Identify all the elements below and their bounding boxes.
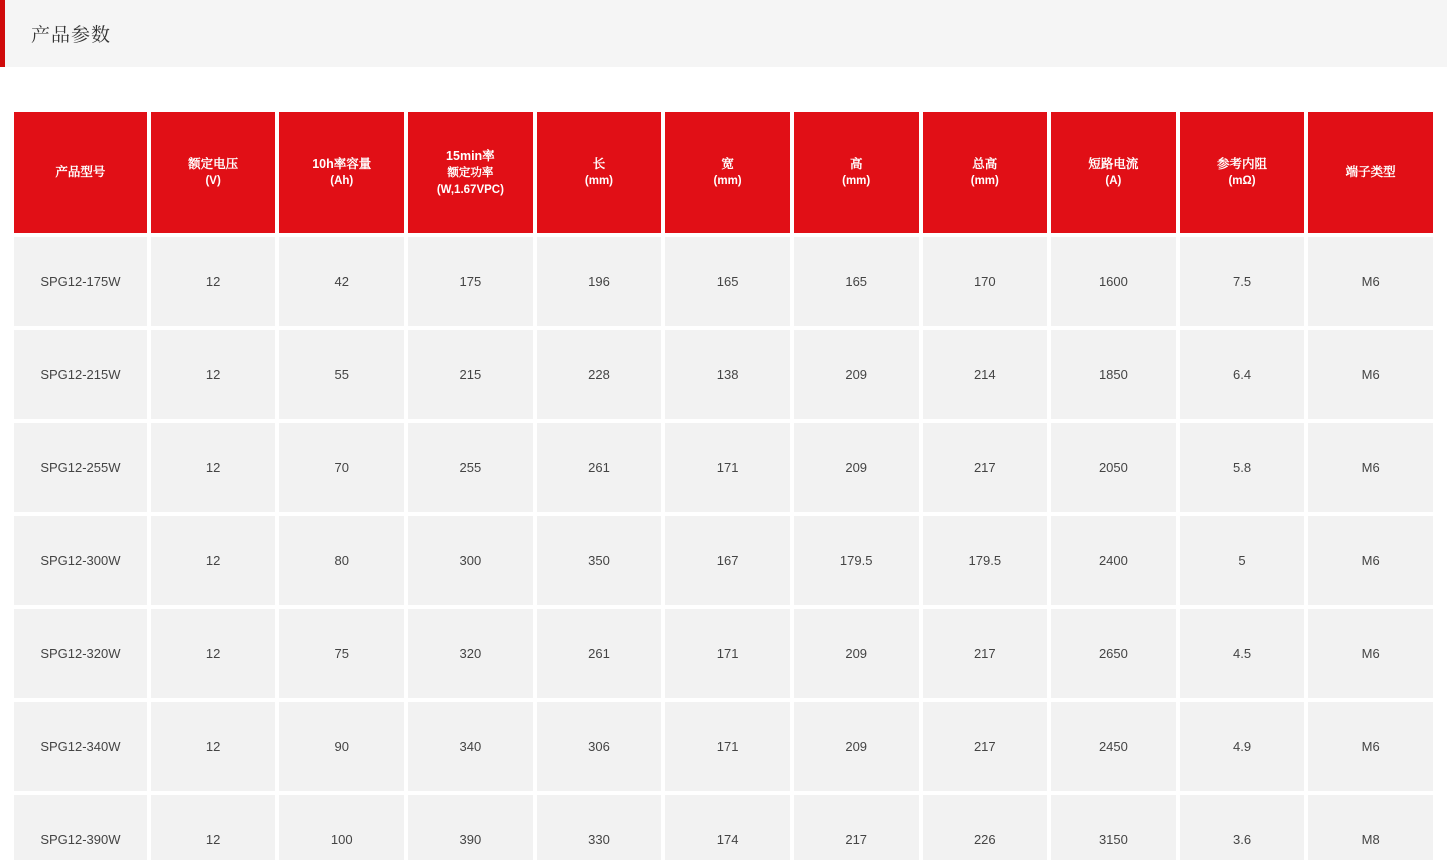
product-model-cell: SPG12-340W [14, 702, 147, 791]
product-model-cell: SPG12-300W [14, 516, 147, 605]
column-header-label: 总高 [972, 157, 998, 172]
column-header-unit: (V) [205, 175, 221, 188]
product-model-cell: SPG12-390W [14, 795, 147, 860]
table-cell: 261 [537, 423, 662, 512]
table-row [14, 609, 1433, 698]
column-header-unit: (mΩ) [1228, 175, 1256, 188]
table-column-header [537, 112, 662, 233]
table-cell: 215 [408, 330, 533, 419]
table-cell: 209 [794, 702, 919, 791]
table-cell: 214 [923, 330, 1048, 419]
table-cell: 3150 [1051, 795, 1176, 860]
product-model-cell: SPG12-215W [14, 330, 147, 419]
table-column-header [1180, 112, 1305, 233]
table-cell: 12 [151, 702, 276, 791]
product-spec-table [10, 108, 1437, 860]
table-cell: 80 [279, 516, 404, 605]
table-cell: 175 [408, 237, 533, 326]
table-cell: M6 [1308, 609, 1433, 698]
table-cell: 179.5 [923, 516, 1048, 605]
table-cell: 12 [151, 795, 276, 860]
table-cell: 171 [665, 609, 790, 698]
column-header-label: 15min率 [446, 148, 495, 163]
table-cell: 1600 [1051, 237, 1176, 326]
table-cell: 306 [537, 702, 662, 791]
table-cell: 165 [794, 237, 919, 326]
column-header-label: 长 [592, 157, 606, 172]
column-header-unit: (Ah) [330, 175, 354, 188]
table-cell: 179.5 [794, 516, 919, 605]
table-cell: 7.5 [1180, 237, 1305, 326]
table-cell: 12 [151, 423, 276, 512]
table-cell: 209 [794, 609, 919, 698]
table-cell: 350 [537, 516, 662, 605]
table-cell: 217 [923, 702, 1048, 791]
table-cell: 340 [408, 702, 533, 791]
table-cell: 171 [665, 702, 790, 791]
table-cell: 6.4 [1180, 330, 1305, 419]
table-cell: 300 [408, 516, 533, 605]
table-cell: 330 [537, 795, 662, 860]
table-row [14, 702, 1433, 791]
table-cell: M6 [1308, 702, 1433, 791]
table-cell: 4.5 [1180, 609, 1305, 698]
table-cell: 167 [665, 516, 790, 605]
table-cell: 55 [279, 330, 404, 419]
table-cell: 2400 [1051, 516, 1176, 605]
column-header-unit: 额定功率 [447, 166, 494, 179]
column-header-label: 参考内阻 [1217, 157, 1268, 172]
table-row [14, 516, 1433, 605]
table-cell: M6 [1308, 423, 1433, 512]
table-header [14, 112, 1433, 233]
table-column-header [14, 112, 147, 233]
table-cell: M6 [1308, 516, 1433, 605]
table-cell: 261 [537, 609, 662, 698]
table-cell: 12 [151, 237, 276, 326]
table-cell: 3.6 [1180, 795, 1305, 860]
table-cell: 217 [923, 609, 1048, 698]
table-cell: 100 [279, 795, 404, 860]
table-cell: 5.8 [1180, 423, 1305, 512]
table-column-header [1308, 112, 1433, 233]
table-column-header [151, 112, 276, 233]
table-column-header [408, 112, 533, 233]
table-row [14, 330, 1433, 419]
table-cell: 2450 [1051, 702, 1176, 791]
table-cell: M6 [1308, 330, 1433, 419]
table-cell: 196 [537, 237, 662, 326]
column-header-unit: (A) [1105, 175, 1122, 188]
table-cell: 12 [151, 609, 276, 698]
table-column-header [1051, 112, 1176, 233]
table-cell: 226 [923, 795, 1048, 860]
table-column-header [794, 112, 919, 233]
table-cell: 320 [408, 609, 533, 698]
table-cell: 70 [279, 423, 404, 512]
table-row [14, 795, 1433, 860]
table-cell: 228 [537, 330, 662, 419]
section-header [0, 0, 1447, 67]
spec-table-wrapper [0, 108, 1447, 860]
column-header-label: 高 [849, 157, 863, 172]
column-header-unit-2: (W,1.67VPC) [436, 183, 504, 196]
column-header-label: 10h率容量 [312, 157, 372, 172]
table-cell: 4.9 [1180, 702, 1305, 791]
column-header-label: 短路电流 [1088, 157, 1139, 172]
product-model-cell: SPG12-175W [14, 237, 147, 326]
table-cell: 2050 [1051, 423, 1176, 512]
table-column-header [279, 112, 404, 233]
table-cell: 209 [794, 330, 919, 419]
table-cell: M6 [1308, 237, 1433, 326]
table-cell: 217 [923, 423, 1048, 512]
table-cell: 12 [151, 516, 276, 605]
table-column-header [665, 112, 790, 233]
table-cell: 390 [408, 795, 533, 860]
table-cell: 2650 [1051, 609, 1176, 698]
product-model-cell: SPG12-320W [14, 609, 147, 698]
table-cell: 1850 [1051, 330, 1176, 419]
table-cell: 217 [794, 795, 919, 860]
table-body [14, 237, 1433, 860]
section-accent-bar [0, 0, 5, 67]
table-cell: 165 [665, 237, 790, 326]
table-cell: 170 [923, 237, 1048, 326]
table-cell: 90 [279, 702, 404, 791]
column-header-label: 宽 [721, 157, 734, 172]
table-cell: 255 [408, 423, 533, 512]
column-header-unit: (mm) [713, 175, 742, 188]
column-header-label: 产品型号 [55, 165, 106, 180]
table-cell: 209 [794, 423, 919, 512]
product-model-cell: SPG12-255W [14, 423, 147, 512]
table-row [14, 423, 1433, 512]
table-cell: 42 [279, 237, 404, 326]
table-row [14, 237, 1433, 326]
table-cell: 138 [665, 330, 790, 419]
page-title: 产品参数 [31, 25, 112, 46]
table-cell: 171 [665, 423, 790, 512]
column-header-unit: (mm) [842, 175, 871, 188]
table-header-row [14, 112, 1433, 233]
table-column-header [923, 112, 1048, 233]
table-cell: 174 [665, 795, 790, 860]
column-header-label: 端子类型 [1345, 165, 1396, 180]
column-header-label: 额定电压 [188, 157, 239, 172]
table-cell: 12 [151, 330, 276, 419]
table-cell: M8 [1308, 795, 1433, 860]
column-header-unit: (mm) [970, 175, 999, 188]
table-cell: 75 [279, 609, 404, 698]
table-cell: 5 [1180, 516, 1305, 605]
column-header-unit: (mm) [584, 175, 614, 188]
